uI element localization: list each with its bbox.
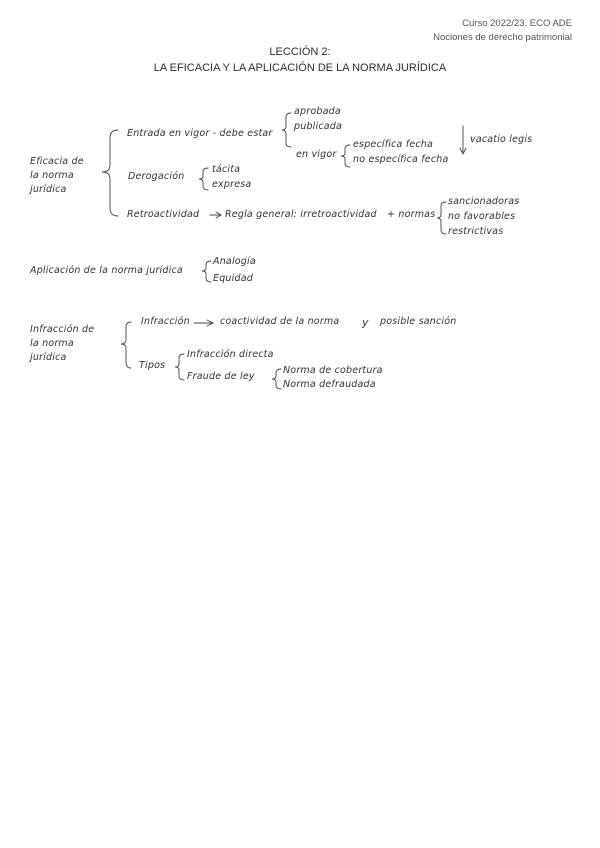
posible-sancion: posible sanción xyxy=(380,316,457,327)
infraccion-heading-line1: Infracción de xyxy=(30,324,95,335)
norma-defraudada: Norma defraudada xyxy=(283,379,376,390)
norma-cobertura: Norma de cobertura xyxy=(283,365,383,376)
infraccion-directa: Infracción directa xyxy=(187,349,274,360)
infraccion-heading-line2: la norma xyxy=(30,338,74,349)
subject-label: Nociones de derecho patrimonial xyxy=(433,32,572,43)
aplicacion-heading: Aplicación de la norma jurídica xyxy=(30,265,183,276)
normas-bracket xyxy=(437,202,446,234)
no-favorables: no favorables xyxy=(448,211,516,222)
derogacion-bracket xyxy=(199,168,208,190)
entrada-bracket xyxy=(282,113,291,147)
course-label: Curso 2022/23. ECO ADE xyxy=(462,18,572,29)
fraude-bracket xyxy=(272,369,281,389)
en-vigor: en vigor xyxy=(296,149,337,160)
regla-general: Regla general: irretroactividad xyxy=(225,209,377,220)
publicada: publicada xyxy=(294,121,343,132)
analogia: Analogía xyxy=(213,256,256,267)
infraccion-label: Infracción xyxy=(141,316,190,327)
eficacia-heading-line1: Eficacia de xyxy=(30,156,84,167)
vacatio-legis: vacatio legis xyxy=(470,134,533,145)
equidad: Equidad xyxy=(213,273,253,284)
en-vigor-bracket xyxy=(341,145,350,167)
derogacion: Derogación xyxy=(128,171,185,182)
restrictivas: restrictivas xyxy=(448,226,504,237)
infraccion-heading-line3: jurídica xyxy=(30,352,67,363)
coactividad: coactividad de la norma xyxy=(220,316,340,327)
eficacia-heading xyxy=(30,155,84,197)
retroactividad: Retroactividad xyxy=(127,209,200,220)
infraccion-main-bracket xyxy=(121,322,131,368)
aprobada: aprobada xyxy=(294,106,341,117)
lesson-title: LA EFICACIA Y LA APLICACIÓN DE LA NORMA JURÍDICA xyxy=(153,62,447,74)
expresa: expresa xyxy=(212,179,252,190)
y-connector: y xyxy=(362,316,369,329)
tacita: tácita xyxy=(212,164,241,175)
lesson-number: LECCIÓN 2: xyxy=(269,46,331,58)
aplicacion-bracket xyxy=(202,261,211,282)
eficacia-main-bracket xyxy=(102,130,118,216)
tipos: Tipos xyxy=(139,360,166,371)
eficacia-heading-line2: la norma xyxy=(30,170,74,181)
normas-plus: + normas xyxy=(387,209,436,220)
eficacia-heading-line3: jurídica xyxy=(30,184,67,195)
fraude-de-ley: Fraude de ley xyxy=(187,371,255,382)
tipos-bracket xyxy=(175,354,184,380)
infraccion-heading xyxy=(30,323,94,365)
entrada-en-vigor: Entrada en vigor - debe estar xyxy=(127,128,273,139)
especifica-fecha: específica fecha xyxy=(353,139,434,150)
sancionadoras: sancionadoras xyxy=(448,196,520,207)
no-especifica-fecha: no específica fecha xyxy=(353,154,449,165)
